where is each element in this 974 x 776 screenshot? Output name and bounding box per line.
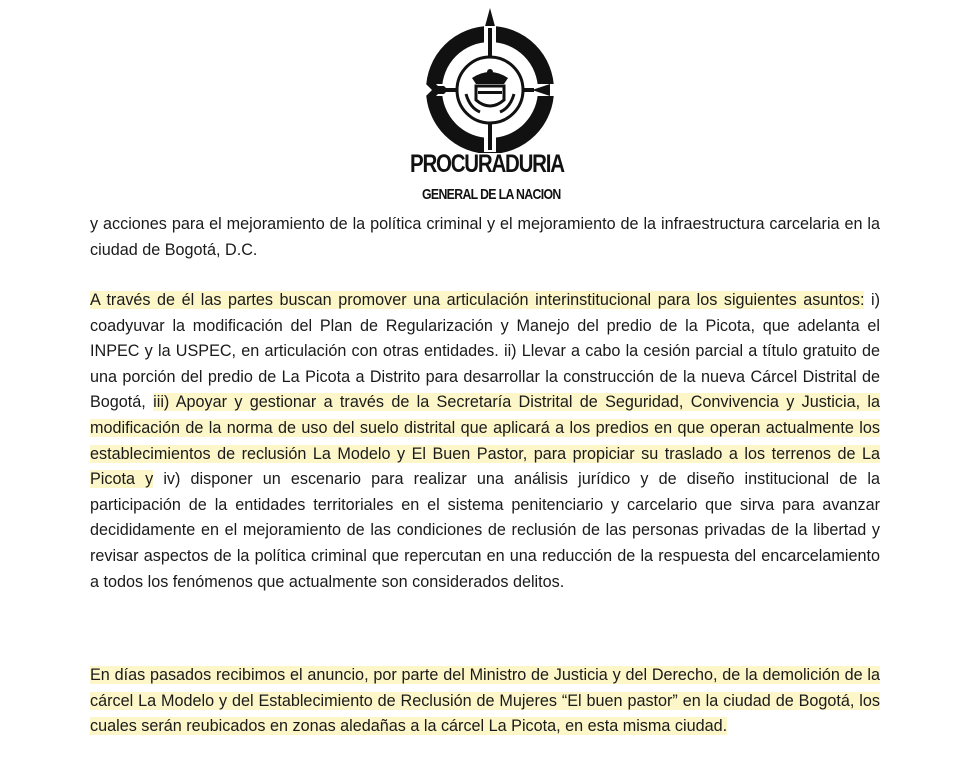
paragraph-1: y acciones para el mejoramiento de la política criminal y el mejoramiento de la infraestructura carcelaria en la ciudad de Bogotá, D.C.	[90, 215, 880, 259]
highlighted-text: iii) Apoyar y gestionar a través de la Secretaría Distrital de Seguridad, Convivencia y Justicia, la modificación de la norma de uso del suelo distrital que aplicará a los predios en que operan actualmente los establecimientos de reclusión La Modelo y El Buen Pastor, para propiciar su traslado a los terrenos de La Picota y	[90, 393, 880, 489]
org-name: PROCURADURIA	[410, 150, 564, 178]
highlighted-text: En días pasados recibimos el anuncio, por parte del Ministro de Justicia y del Derecho, de la demolición de la cárcel La Modelo y del Establecimiento de Reclusión de Mujeres “El buen pastor” en la ciudad de Bogotá, los cuales serán reubicados en zonas aledañas a la cárcel La Picota, en esta misma ciudad.	[90, 666, 880, 736]
highlighted-text: A través de él las partes buscan promover una articulación interinstitucional para los siguientes asuntos:	[90, 291, 865, 309]
procuraduria-seal-icon	[420, 8, 560, 153]
procuraduria-logo	[410, 8, 570, 208]
org-subtitle: GENERAL DE LA NACION	[422, 186, 561, 203]
plain-text: iv) disponer un escenario para realizar una análisis jurídico y de diseño institucional de la participación de la entidades territoriales en el sistema penitenciario y carcelario que sirva para avanzar decididamente en el mejoramiento de las condiciones de reclusión de las personas privadas de la libertad y revisar aspectos de la política criminal que repercutan en una reducción de la respuesta del encarcelamiento a todos los fenómenos que actualmente son considerados delitos.	[90, 470, 880, 591]
plain-text: i) coadyuvar la modificación del Plan de Regularización y Manejo del predio de la Picota, que adelanta el INPEC y la USPEC, en articulación con otras entidades. ii) Llevar a cabo la cesión parcial a título gratuito de una porción del predio de La Picota a Distrito para desarrollar la construcción de la nueva Cárcel Distrital de Bogotá,	[90, 291, 881, 412]
paragraph-2	[90, 288, 880, 595]
paragraph-3	[90, 663, 880, 740]
